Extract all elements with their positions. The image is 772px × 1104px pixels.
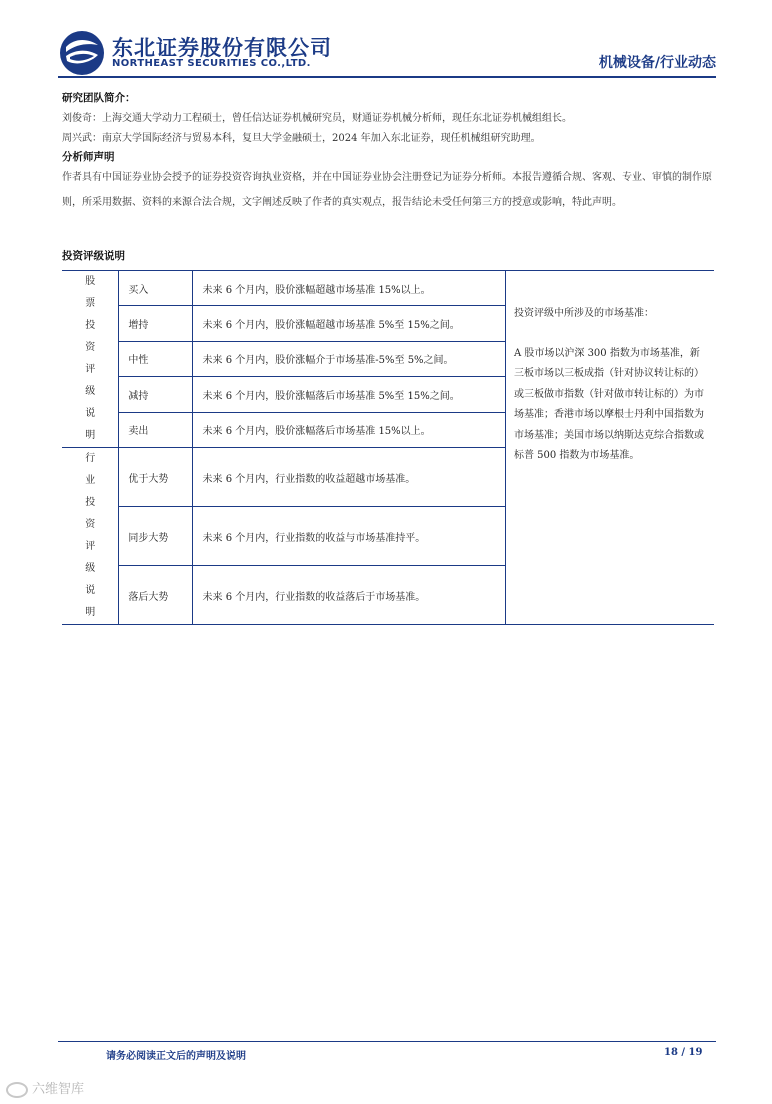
rating-description: 未来 6 个月内，股价涨幅落后市场基准 5%至 15%之间。 bbox=[192, 377, 505, 412]
page-number: 18 / 19 bbox=[664, 1047, 703, 1058]
brand-name-en: NORTHEAST SECURITIES CO.,LTD. bbox=[112, 58, 311, 69]
watermark bbox=[6, 1078, 84, 1098]
rating-description: 未来 6 个月内，行业指数的收益落后于市场基准。 bbox=[192, 566, 505, 625]
rating-description: 未来 6 个月内，股价涨幅介于市场基准-5%至 5%之间。 bbox=[192, 341, 505, 376]
rating-description: 未来 6 个月内，股价涨幅超越市场基准 5%至 15%之间。 bbox=[192, 306, 505, 341]
rating-label: 优于大势 bbox=[119, 448, 192, 507]
rating-label: 中性 bbox=[119, 341, 192, 376]
rating-label: 减持 bbox=[119, 377, 192, 412]
rating-label: 卖出 bbox=[119, 412, 192, 447]
footer-divider bbox=[58, 1041, 716, 1042]
rating-label: 增持 bbox=[119, 306, 192, 341]
rating-description: 未来 6 个月内，股价涨幅超越市场基准 15%以上。 bbox=[192, 271, 505, 306]
team-heading: 研究团队简介： bbox=[62, 92, 136, 104]
rating-table bbox=[62, 270, 714, 625]
rating-label: 落后大势 bbox=[119, 566, 192, 625]
footer-disclaimer: 请务必阅读正文后的声明及说明 bbox=[106, 1051, 246, 1062]
analyst-statement-heading: 分析师声明 bbox=[62, 151, 115, 163]
analyst-statement-text: 作者具有中国证券业协会授予的证券投资咨询执业资格，并在中国证券业协会注册登记为证券分析师。本报告遵循合规、客观、专业、审慎的制作原则，所采用数据、资料的来源合法合规，文字阐述反映了作者的真实观点，报告结论未受任何第三方的授意或影响，特此声明。 bbox=[62, 172, 712, 208]
rating-description: 未来 6 个月内，行业指数的收益与市场基准持平。 bbox=[192, 507, 505, 566]
stock-rating-group-label: 股票投资评级说明 bbox=[62, 271, 119, 448]
note-body: A 股市场以沪深 300 指数为市场基准，新三板市场以三板成指（针对协议转让标的）或三板做市指数（针对做市转让标的）为市场基准；香港市场以摩根士丹利中国指数为市场基准；美国市场以纳斯达克综合指数或标普 500 指数为市场基准。 bbox=[513, 347, 704, 461]
rating-description: 未来 6 个月内，行业指数的收益超越市场基准。 bbox=[192, 448, 505, 507]
team-member-2: 周兴武：南京大学国际经济与贸易本科，复旦大学金融硕士，2024 年加入东北证券，现任机械组研究助理。 bbox=[62, 133, 541, 144]
report-category: 机械设备/行业动态 bbox=[598, 55, 716, 71]
rating-label: 同步大势 bbox=[119, 507, 192, 566]
company-logo bbox=[58, 30, 106, 76]
table-row bbox=[62, 271, 714, 306]
header-divider bbox=[58, 76, 716, 78]
rating-label: 买入 bbox=[119, 271, 192, 306]
brand-name-cn: 东北证券股份有限公司 bbox=[112, 36, 332, 60]
team-member-1: 刘俊奇：上海交通大学动力工程硕士，曾任信达证券机械研究员，财通证券机械分析师，现任东北证券机械组组长。 bbox=[62, 113, 572, 124]
market-benchmark-note bbox=[505, 271, 714, 625]
rating-description: 未来 6 个月内，股价涨幅落后市场基准 15%以上。 bbox=[192, 412, 505, 447]
watermark-text: 六维智库 bbox=[32, 1082, 85, 1097]
watermark-logo-icon bbox=[6, 1082, 28, 1098]
note-title: 投资评级中所涉及的市场基准： bbox=[513, 308, 654, 319]
rating-heading: 投资评级说明 bbox=[62, 250, 125, 262]
industry-rating-group-label: 行业投资评级说明 bbox=[62, 448, 119, 625]
